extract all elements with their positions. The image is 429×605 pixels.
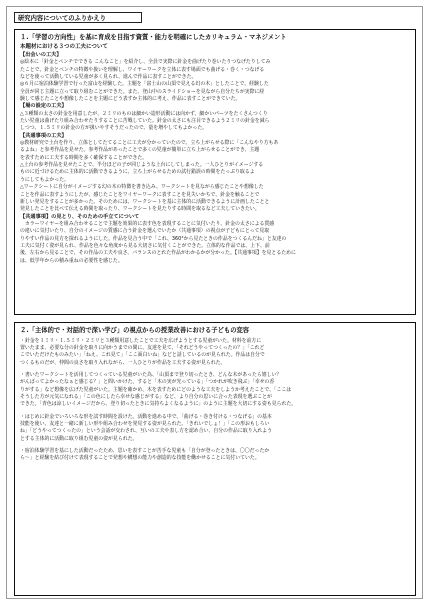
text-line: 技能を使い、友達と一緒に新しい形や組み合わせを発見する姿が見られた。「きれいでしょ！」「この形おもしろい (20, 420, 270, 427)
text-line: りがする」など想像を広げた児童がいた。主題を確かめ、木を表すためにどのような工夫をしようか考えたことで、「ここは (20, 386, 292, 393)
text-line: るよね」と参考作品を見せた。参考作品があったことで多くの児童が簡単に立ち上がらせることができ、主題 (20, 147, 260, 154)
text-line: は、低学年からの積み重ねの必要性を感じた。 (20, 257, 123, 264)
text-line: がんばってよかったなぁと感じる？」と問いかけた。すると「木の実が光っている」「つかれが吹き飛ぶ」「幸せの香 (20, 379, 275, 386)
text-line: △ワークシートに自分がイメージする幻の木の特徴を書き込み、ワークシートを見ながら感じたことや想像した (20, 184, 264, 191)
text-line: 発見したことを比べて伝える時間を取ったり、ワークシートを見たりする時間を取るなど工夫していきたい。 (20, 206, 260, 213)
section-2-box (14, 322, 416, 596)
text-line: などを使って活動している児童が多く見られ、進んで作品に表すことができた。 (20, 73, 197, 80)
text-line: ◎教材研究で土台を作り、立体としてたてることに工夫が分かっていたので、立ち上がらせる際に「こんなやり方もあ (20, 140, 279, 147)
text-line: そうした方が元気になれる」「この色にしたら幸せな感じがする」など、より自分の思いに合った表現を選ぶことが (20, 393, 272, 400)
text-line: とする主体的に活動に取り組む児童の姿が見られた。 (20, 435, 138, 442)
item-heading-setting: 【場の設定の工夫】 (20, 103, 67, 110)
text-line: うにしてもよかった。 (20, 176, 69, 183)
document-title: 研究内容についてのふりかえり (14, 12, 142, 23)
text-line: りやすい作品の見方を探れるようにした。作品を見合う中で「これ、360°から見たときの作品をつくるんだね」と友達の (20, 235, 287, 242)
text-line: ・宿泊体験学習を基にした活動だったため、思いを表すことが苦手な児童も「自分が登ったときは、〇〇だったか (20, 447, 270, 454)
text-line: つくるものだが、仲間の良さを取り入れながら、一人ひとりが作品を工夫する姿が見られた。 (20, 359, 226, 366)
text-line: できた。「青色は涼しいイメージだから、登り切ったときに気持ちよくなるように」のように主題を大切にする姿も見られた。 (20, 401, 297, 408)
text-line: こでいただけたものみたい」「ねえ、これ見て」「ここ面白いね」などと話しているのが見られた。作品は自分で (20, 352, 265, 359)
text-line: 置いたまま、必要な分の針金を取りに向かうまでの間に、友達を見て、「それどうやってつくったの？」「これど (20, 344, 265, 351)
section-1-box (14, 29, 416, 315)
text-line: の違いに気付いたり、自分のイメージの質感に合う針金を選んでいたか（共通事項）の視点が子どもにとって見取 (20, 228, 270, 235)
item-heading-encounter: 【出会いの工夫】 (20, 51, 62, 58)
text-line: ・はじめに針金でいろいろな形を試す時間を設けた。活動を進める中で、「曲げる・巻き付ける・つなげる」の基本 (20, 413, 272, 420)
text-line: たことで、針金とペンチの特徴や扱いを理解し、ワイヤーワークを立体に表す場面でも曲げる・巻く・つなげる (20, 66, 265, 73)
section-2-title: ２.「主体的で・対話的で深い学び」の視点からの授業改善における子どもの変容 (20, 327, 250, 334)
text-line: ・書いたワークシートを活用してつくっている児童がいた為、「山頂まで登り切ったとき、どんな木があったら嬉しい？ (20, 371, 282, 378)
text-line: ◎６月に宿泊体験学習で行った富山を経験した。主題を「富士山の山頂で見える幻の木」としたことで、経験した (20, 81, 269, 88)
item-heading-common: 【共通事項の工夫】 (20, 132, 67, 139)
text-line: しつつ、１.５ミリの針金の方が扱いやすそうだったので、量を増やしてもよかった。 (20, 125, 208, 132)
text-line: ね」「どうやってつくったの」という会話が交わされ、互いの工夫や表し方を認め合い、自分の作品に取り入れよう (20, 428, 273, 435)
section-1-title: １.「学習の方向性」を基に育成を目指す資質・能力を明確にしたカリキュラム・マネジメント (20, 34, 287, 41)
text-line: 後、左右から見ることで、その作品の工夫や良さ、バランスのとれた作品がわかるかが分かった。【共通事項】を見とるために (20, 250, 296, 257)
item-heading-observation: 【共通事項】の見とり、そのための手立てについて (20, 213, 140, 220)
text-line: ものに近づけるために主体的に活動できるように、立ち上がらせるための試行錯誤の時間をたっぷり取るよ (20, 169, 255, 176)
text-line: を表すために工夫する時間を多く確保することができた。 (20, 154, 148, 161)
text-line: ら〜」と経験を結び付けて表現することで発想や構想の能力や創造的な技能を働かせることに気付いていた。 (20, 455, 260, 462)
text-line: 新しい発見をすることが多かった。そのためには、ワークシートを基に主体的に活動できるように計画したことと (20, 198, 270, 205)
text-line: カラーワイヤーを組み合わせることで主題を効果的に表す色を表現することに気付いたり、針金の太さによる質感 (20, 220, 275, 227)
section-1-subtitle: 本題材における３つの工夫について (20, 44, 108, 51)
text-line: ことを作品に表すようにしたが、感じたことをワイヤーワークに表すことを見失いかちで、針金を触ることで (20, 191, 260, 198)
text-line: たい児童は曲げたり組み合わせたりすることに苦戦していた。針金の太さにも注目できるよう２ミリの針金を減ら (20, 118, 270, 124)
text-line: 工夫に気付く姿が見られ、作品を色々な角度から見る大切さに気付くことができた。立体的な作品では、上下、前 (20, 242, 270, 249)
text-line: ◎絵本に「針金とペンチでできる こんなこと」を紹介し、全員で実際に針金を曲げたり巻いたりつなげたりしてみ (20, 59, 271, 66)
text-line: △３種類の太さの針金を用意したが、２ミリのものは細かい造形活動には向かず、細かいパーツをたくさんつくり (20, 110, 268, 117)
text-line: 全員が同じ主題に立って取り組むことができた。また、登山中のスライドショーを見ながら自分たちが実際に経 (20, 88, 265, 95)
text-line: ・針金を１ミリ・１.５ミリ・２ミリと３種類用意したことで工夫を広げようとする児童がいた。材料を前方に (20, 337, 262, 344)
text-line: △上台の参考作品を見せたことで、半分ほどの子が同じような上台にしてしまった。一人ひとりがイメージする (20, 162, 264, 169)
text-line: 験して感じたことや想像したことを主題にどう表すか主体的に考え、作品に表すことができていた。 (20, 95, 241, 102)
